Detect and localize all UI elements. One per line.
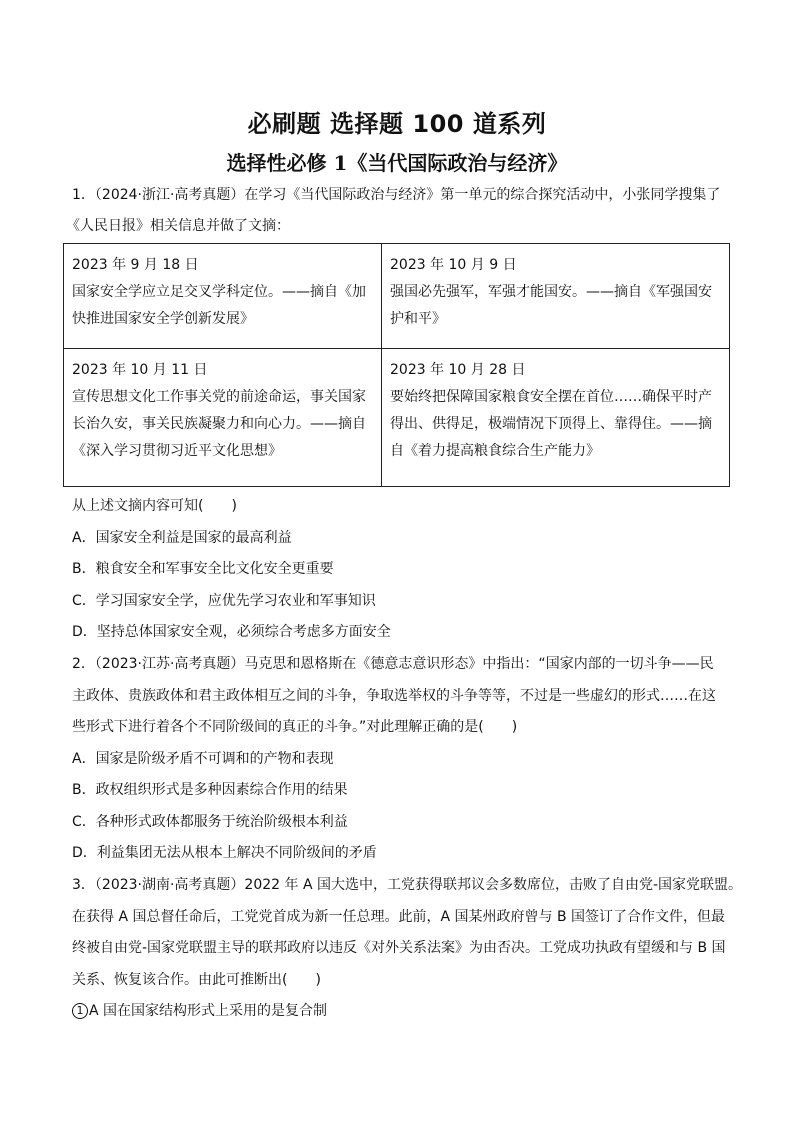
excerpt-date: 2023 年 10 月 9 日	[390, 257, 517, 273]
page-subtitle: 选择性必修 1《当代国际政治与经济》	[226, 151, 568, 175]
q2-option-b: B．政权组织形式是多种因素综合作用的结果	[72, 782, 348, 798]
q1-option-b: B．粮食安全和军事安全比文化安全更重要	[72, 561, 334, 577]
q1-question: 从上述文摘内容可知( )	[72, 498, 237, 514]
q1-option-a: A．国家安全利益是国家的最高利益	[72, 530, 292, 546]
q3-item-1-text: A 国在国家结构形式上采用的是复合制	[89, 1003, 328, 1019]
excerpt-date: 2023 年 10 月 28 日	[390, 362, 526, 378]
excerpt-text: 宣传思想文化工作事关党的前途命运，事关国家长治久安，事关民族凝聚力和向心力。——摘自《深入学习贯彻习近平文化思想》	[72, 389, 366, 459]
q3-item-1	[72, 1001, 732, 1021]
q2-option-a: A．国家是阶级矛盾不可调和的产物和表现	[72, 751, 334, 767]
q3-stem-line-1: 3．（2023·湖南·高考真题）2022 年 A 国大选中，工党获得联邦议会多数席位，击败了自由党-国家党联盟。	[72, 877, 743, 893]
q3-stem-line-3: 终被自由党-国家党联盟主导的联邦政府以违反《对外关系法案》为由否决。工党成功执政有望缓和与 B 国	[72, 940, 726, 956]
excerpt-text: 国家安全学应立足交叉学科定位。——摘自《加快推进国家安全学创新发展》	[72, 284, 366, 327]
page-title: 必刷题 选择题 100 道系列	[247, 110, 547, 138]
q2-stem-line-1: 2．（2023·江苏·高考真题）马克思和恩格斯在《德意志意识形态》中指出：“国家内部的一切斗争——民	[72, 656, 714, 672]
q2-stem-line-2: 主政体、贵族政体和君主政体相互之间的斗争，争取选举权的斗争等等，不过是一些虚幻的形式……在这	[72, 688, 716, 704]
q3-stem-line-2: 在获得 A 国总督任命后，工党党首成为新一任总理。此前，A 国某州政府曾与 B 国签订了合作文件，但最	[72, 909, 726, 925]
excerpt-date: 2023 年 10 月 11 日	[72, 362, 208, 378]
excerpt-date: 2023 年 9 月 18 日	[72, 257, 199, 273]
q1-option-c: C．学习国家安全学，应优先学习农业和军事知识	[72, 593, 376, 609]
q2-option-d: D．利益集团无法从根本上解决不同阶级间的矛盾	[72, 845, 377, 861]
table-row	[64, 349, 730, 487]
q2-stem-line-3: 些形式下进行着各个不同阶级间的真正的斗争。”对此理解正确的是( )	[72, 719, 518, 735]
q1-excerpt-table	[63, 243, 730, 487]
q1-option-d: D．坚持总体国家安全观，必须综合考虑多方面安全	[72, 624, 391, 640]
excerpt-cell	[382, 244, 730, 349]
q1-stem-line-1: 1．（2024·浙江·高考真题）在学习《当代国际政治与经济》第一单元的综合探究活动中，小张同学搜集了	[72, 187, 721, 203]
q3-stem-line-4: 关系、恢复该合作。由此可推断出( )	[72, 972, 321, 988]
excerpt-text: 强国必先强军，军强才能国安。——摘自《军强国安护和平》	[390, 284, 712, 327]
circled-number: 1	[72, 1003, 88, 1019]
table-row	[64, 244, 730, 349]
excerpt-cell	[64, 244, 382, 349]
q2-option-c: C．各种形式政体都服务于统治阶级根本利益	[72, 814, 348, 830]
excerpt-text: 要始终把保障国家粮食安全摆在首位……确保平时产得出、供得足，极端情况下顶得上、靠得住。——摘自《着力提高粮食综合生产能力》	[390, 389, 712, 459]
excerpt-cell	[382, 349, 730, 487]
excerpt-cell	[64, 349, 382, 487]
q1-stem-line-2: 《人民日报》相关信息并做了文摘：	[66, 218, 290, 234]
